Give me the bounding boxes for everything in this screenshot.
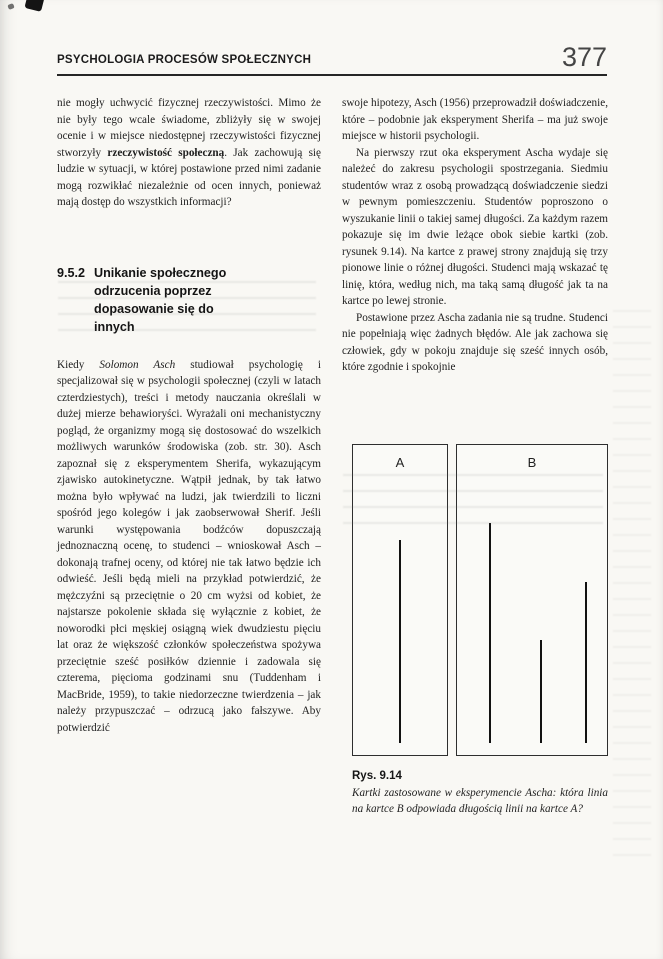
section-heading — [57, 264, 321, 336]
paragraph-text: studiował psychologię i specjalizował się w psychologii społecznej (czyli w latach czterdziestych), treści i metody nauczania określali w dużej mierze behawioryści. Wyrażali oni mechanistyczny pogląd, że organizmy mogą się dostosować do wszelkich możliwych warunków środowiska (zob. str. 30). Asch zapoznał się z eksperymentem Sherifa, wykazującym zjawisko autokinetyczne. Wątpił jednak, by tak łatwo można było wpływać na ludzi, jak twierdzili to liczni spośród jego kolegów i jak zaobserwował Sherif. Jeśli warunki występowania bodźców dopuszczają jednoznaczną ocenę, to studenci – wnioskował Asch – dokonają trafnej oceny, od której nie tak łatwo będzie ich odwieść. Jeśli będą mieli na przykład potwierdzić, że mężczyźni są przeciętnie o 20 cm wyżsi od kobiet, że najstarsze pokolenie składa się wyłącznie z kobiet, że noworodki płci męskiej osiągną wiek dwudziestu pięciu lat oraz że większość członków społeczeństwa spożywa przeciętnie sześć posiłków dziennie i zadowala się czterema, pięcioma godzinami snu (Tuddenham i MacBride, 1959), to takie niedorzeczne twierdzenia – jak należy przypuszczać – odrzucą jako fałszywe. Aby potwierdzić — [57, 358, 322, 734]
page-number: 377 — [561, 42, 607, 72]
scan-artifact — [24, 0, 44, 12]
card-a-label: A — [395, 454, 405, 470]
paragraph — [57, 95, 321, 211]
paragraph-text: Kiedy — [57, 358, 100, 371]
card-b — [456, 444, 608, 756]
stimulus-cards — [352, 444, 608, 756]
page-header — [57, 42, 607, 76]
paragraph-text: nie mogły uchwycić fizycznej rzeczywistości. Mimo że nie były tego wcale świadome, zbliżyły się w swojej ocenie i w miejsce niedostępnej rzeczywistości fizycznej stworzyły — [57, 97, 321, 159]
section-number: 9.5.2 — [57, 265, 86, 280]
person-name: Solomon Asch — [99, 358, 176, 371]
scan-artifact — [7, 3, 14, 10]
left-column — [57, 95, 321, 736]
bold-term: rzeczywistość społeczną — [107, 146, 225, 159]
figure-9-14 — [352, 444, 608, 818]
card-a — [352, 444, 448, 756]
stimulus-line — [540, 640, 542, 743]
bleed-through-texture — [613, 310, 651, 870]
stimulus-line — [585, 582, 587, 743]
paragraph: swoje hipotezy, Asch (1956) przeprowadził doświadczenie, które – podobnie jak eksperyment Sherifa – ma już swoje miejsce w historii psychologii. — [342, 97, 608, 142]
section-title: Unikanie społecznego odrzucenia poprzez dopasowanie się do innych — [94, 265, 227, 334]
paragraph: Postawione przez Ascha zadania nie są trudne. Studenci nie popełniają więc żadnych błędów. Ale jak zachowa się człowiek, gdy w pokoju znajduje się sześć innych osób, które zgodnie i spokojnie — [342, 311, 608, 373]
paragraph — [57, 357, 321, 737]
stimulus-line — [399, 540, 401, 743]
stimulus-line — [489, 523, 491, 743]
right-column — [342, 95, 608, 818]
figure-caption-label: Rys. 9.14 — [352, 769, 402, 782]
running-head: PSYCHOLOGIA PROCESÓW SPOŁECZNYCH — [57, 53, 312, 66]
figure-caption-text: Kartki zastosowane w eksperymencie Ascha: która linia na kartce B odpowiada długością linii na kartce A? — [352, 786, 608, 815]
paragraph-text: . Jak zachowują się ludzie w sytuacji, w której postawione przed nimi zadanie mogą rozwikłać niezależnie od ocen innych, ponieważ mają dostęp do wszystkich informacji? — [57, 146, 322, 208]
card-b-label: B — [527, 454, 537, 470]
paragraph: Na pierwszy rzut oka eksperyment Ascha wydaje się należeć do zakresu psychologii spostrzegania. Siedmiu studentów wraz z osobą prowadzącą doświadczenie siedzi w pewnym pomieszczeniu. Studentów poproszono o wyszukanie linii o takiej samej długości. Za każdym razem pokazuje się im dwie leżące obok siebie kartki (zob. rysunek 9.14). Na kartce z prawej strony znajdują się trzy pionowe linie o różnej długości. Studenci mają wskazać tę linię, która, według nich, ma taką samą długość jak ta na kartce po lewej stronie. — [342, 146, 608, 307]
